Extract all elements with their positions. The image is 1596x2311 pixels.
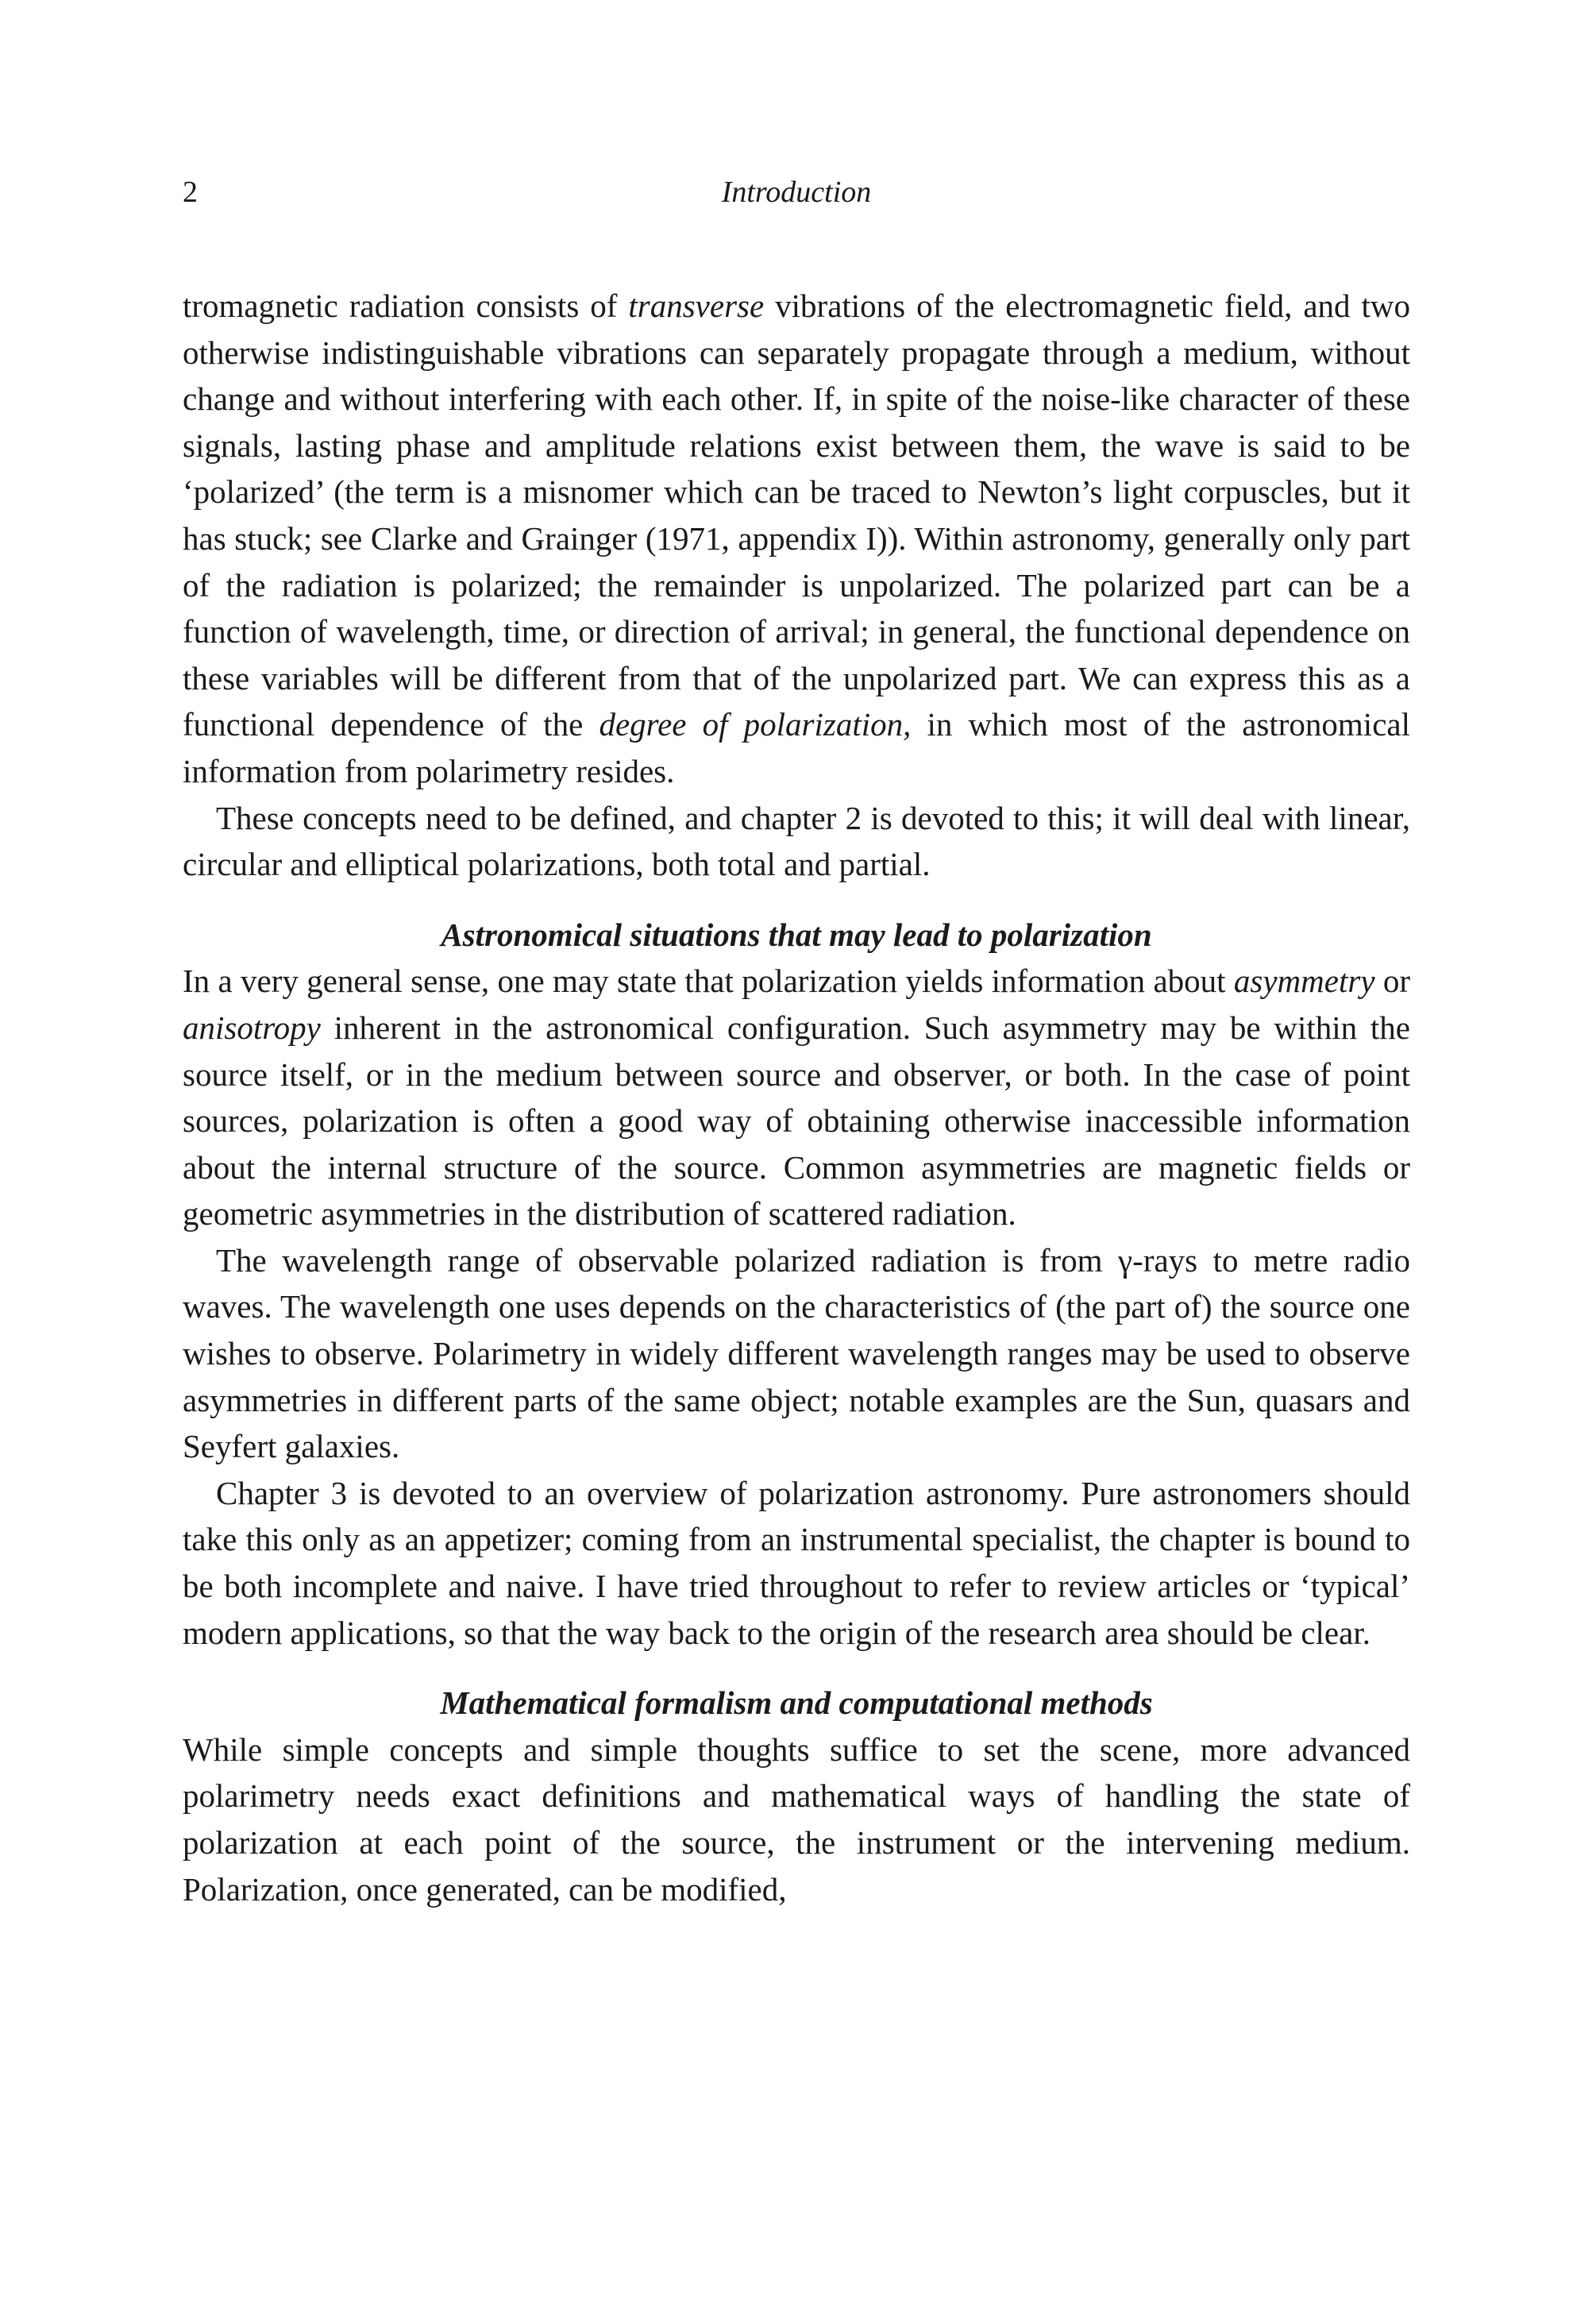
running-head — [183, 168, 1410, 216]
page-number: 2 — [183, 176, 198, 209]
paragraph-wavelength-range: The wavelength range of observable polarized radiation is from γ-rays to metre radio waves. The wavelength one uses depends on the characteristics of (the part of) the source one wishes to observe. Polarimetry in widely different wavelength ranges may be used to observe asymmetries in different parts of the same object; notable examples are the Sun, quasars and Seyfert galaxies. — [183, 1241, 1410, 1465]
text-run: vibrations of the electromagnetic field, and two otherwise indistinguishable vibrations can separately propagate through a medium, without change and without interfering with each other. If, in spite of the noise-like character of these signals, lasting phase and amplitude relations exist between them, the wave is said to be ‘polarized’ (the term is a misnomer which can be traced to Newton’s light corpuscles, but it has stuck; see Clarke and Grainger (1971, appendix I)). Within astronomy, generally only part of the radiation is polarized; the remainder is unpolarized. The polarized part can be a function of wavelength, time, or direction of arrival; in general, the functional dependence on these variables will be different from that of the unpolarized part. We can express this as a functional dependence of the — [183, 287, 1410, 743]
emphasis-asymmetry: asymmetry — [1233, 963, 1375, 1000]
paragraph-continuation — [183, 283, 1410, 795]
text-run: In a very general sense, one may state that polarization yields information about — [183, 963, 1234, 1000]
paragraph-concepts: These concepts need to be defined, and chapter 2 is devoted to this; it will deal with linear, circular and elliptical polarizations, both total and partial. — [183, 799, 1410, 883]
paragraph-chapter-3: Chapter 3 is devoted to an overview of polarization astronomy. Pure astronomers should take this only as an appetizer; coming from an instrumental specialist, the chapter is bound to be both incomplete and naive. I have tried throughout to refer to review articles or ‘typical’ modern applications, so that the way back to the origin of the research area should be clear. — [183, 1474, 1410, 1651]
section-heading-astronomical-situations: Astronomical situations that may lead to polarization — [441, 916, 1152, 953]
emphasis-anisotropy: anisotropy — [183, 1009, 321, 1046]
text-run: inherent in the astronomical configuration. Such asymmetry may be within the source itself, or in the medium between source and observer, or both. In the case of point sources, polarization is often a good way of obtaining otherwise inaccessible information about the internal structure of the source. Common asymmetries are magnetic fields or geometric asymmetries in the distribution of scattered radiation. — [183, 1009, 1410, 1233]
emphasis-transverse: transverse — [628, 287, 765, 324]
running-title: Introduction — [721, 176, 872, 209]
section-heading-mathematical-formalism: Mathematical formalism and computational methods — [440, 1684, 1153, 1722]
emphasis-degree-of-polarization: degree of polarization, — [599, 706, 912, 743]
text-run: tromagnetic radiation consists of — [183, 287, 629, 324]
text-run: in which most of the astronomical information from polarimetry resides. — [183, 706, 1410, 789]
paragraph-asymmetry — [183, 958, 1410, 1237]
paragraph-mathematical: While simple concepts and simple thoughts suffice to set the scene, more advanced polarimetry needs exact definitions and mathematical ways of handling the state of polarization at each point of the source, the instrument or the intervening medium. Polarization, once generated, can be modified, — [183, 1730, 1410, 1908]
book-page — [183, 168, 1410, 1912]
text-run: or — [1374, 963, 1411, 1000]
